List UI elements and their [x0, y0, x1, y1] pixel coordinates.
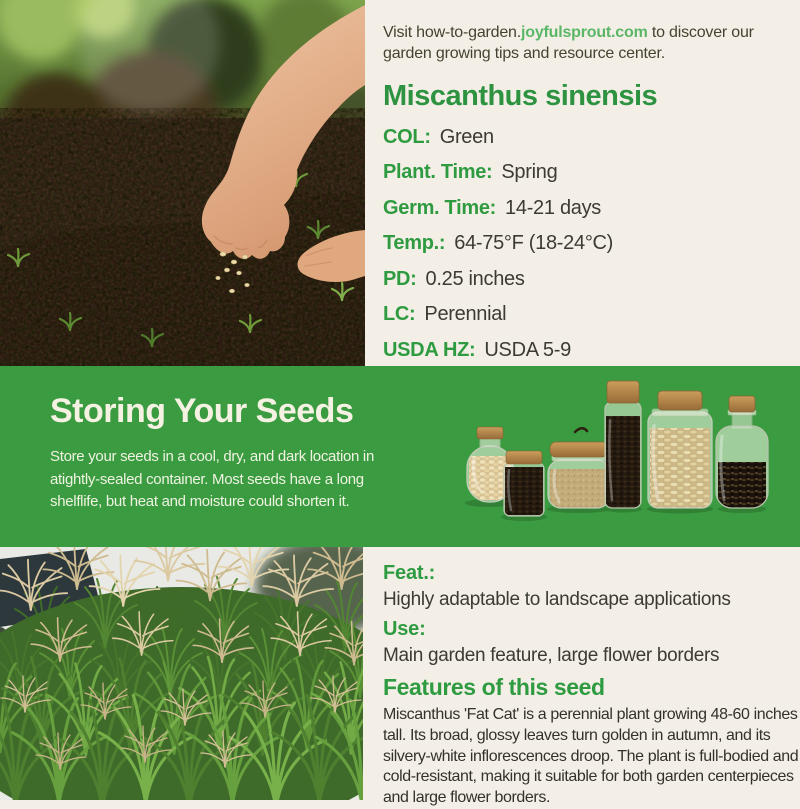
spec-label: Germ. Time:	[383, 196, 497, 219]
sowing-photo-illustration	[0, 0, 365, 366]
spec-row-usda-zone	[383, 339, 791, 362]
spec-value: 0.25 inches	[425, 267, 525, 290]
jar-dark-seeds	[504, 451, 544, 516]
spec-label: PD:	[383, 267, 417, 290]
spec-value: Perennial	[424, 303, 507, 326]
features-body: Miscanthus 'Fat Cat' is a perennial plant growing 48-60 inches tall. Its broad, glossy leaves turn golden in autumn, and its silvery-white inflorescences droop. The plant is full-bodied and cold-resistant, making it suitable for both garden centerpieces and large flower borders.	[383, 706, 799, 807]
spec-row-color	[383, 126, 791, 149]
spec-row-plant-time	[383, 161, 791, 184]
use-value: Main garden feature, large flower borders	[383, 645, 720, 666]
spec-value: Green	[439, 125, 494, 148]
spec-label: USDA HZ:	[383, 338, 476, 361]
grass-photo-illustration	[0, 547, 363, 800]
spec-value: 64-75°F (18-24°C)	[454, 232, 614, 255]
intro-prefix: Visit how-to-garden.	[383, 24, 522, 41]
storage-title: Storing Your Seeds	[50, 392, 354, 430]
storage-body: Store your seeds in a cool, dry, and dark location in atightly-sealed container. Most seeds have a long shelflife, but heat and moisture could shorten it.	[50, 448, 375, 510]
jar-pumpkin-seeds	[648, 391, 712, 508]
spec-label: Plant. Time:	[383, 161, 493, 184]
jar-tall-cylinder	[605, 381, 641, 508]
intro-text	[383, 22, 783, 64]
website-link[interactable]: joyfulsprout.com	[521, 24, 648, 41]
spec-row-germ-time	[383, 197, 791, 220]
plant-info-panel	[383, 22, 791, 362]
seed-jars-illustration	[462, 370, 792, 545]
spec-value: USDA 5-9	[484, 338, 571, 361]
plant-title: Miscanthus sinensis	[383, 80, 658, 113]
jar-black-seed-bottle	[716, 396, 768, 508]
spec-value: 14-21 days	[505, 196, 602, 219]
spec-label: COL:	[383, 125, 431, 148]
storage-band	[0, 366, 800, 547]
spec-row-life-cycle	[383, 303, 791, 326]
features-title: Features of this seed	[383, 674, 605, 700]
grass-photo	[0, 547, 363, 800]
spec-row-temperature	[383, 232, 791, 255]
jar-tan-seeds	[548, 428, 610, 508]
spec-value: Spring	[501, 161, 558, 184]
spec-row-planting-depth	[383, 268, 791, 291]
feat-label: Feat.:	[383, 562, 436, 584]
feat-value: Highly adaptable to landscape applications	[383, 589, 731, 610]
seed-details-panel	[383, 556, 800, 809]
use-label: Use:	[383, 618, 426, 640]
spec-label: Temp.:	[383, 232, 446, 255]
spec-label: LC:	[383, 303, 416, 326]
intro-suffix: to discover our garden growing tips and resource center.	[383, 24, 754, 63]
storage-copy	[50, 392, 406, 514]
sowing-photo	[0, 0, 365, 366]
